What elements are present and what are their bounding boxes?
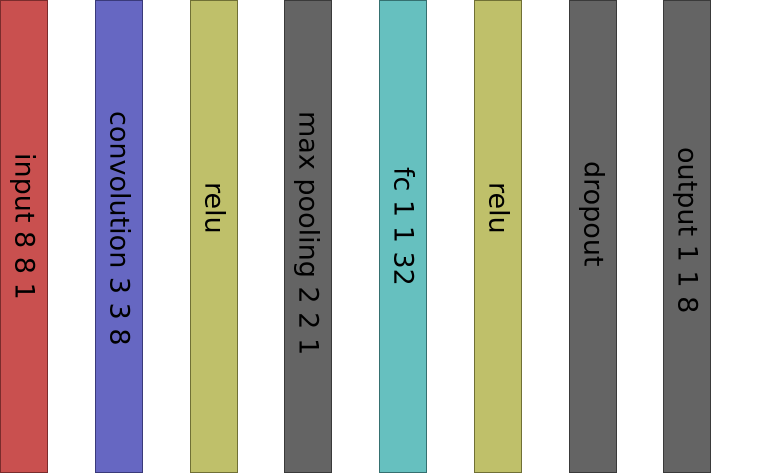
layer-dropout: [569, 0, 617, 473]
layer-label: convolution 3 3 8: [103, 111, 135, 346]
layer-max-pooling: [284, 0, 332, 473]
layer-label: dropout: [577, 161, 609, 267]
layer-label: input 8 8 1: [8, 153, 40, 300]
layer-label: output 1 1 8: [671, 147, 703, 314]
layer-input: [0, 0, 48, 473]
layer-output: [663, 0, 711, 473]
layer-relu: [190, 0, 238, 473]
layer-relu: [474, 0, 522, 473]
layer-label: max pooling 2 2 1: [292, 111, 324, 356]
layer-label: fc 1 1 32: [387, 167, 419, 286]
layer-convolution: [95, 0, 143, 473]
layer-label: relu: [198, 182, 230, 234]
layer-label: relu: [482, 182, 514, 234]
layer-fc: [379, 0, 427, 473]
